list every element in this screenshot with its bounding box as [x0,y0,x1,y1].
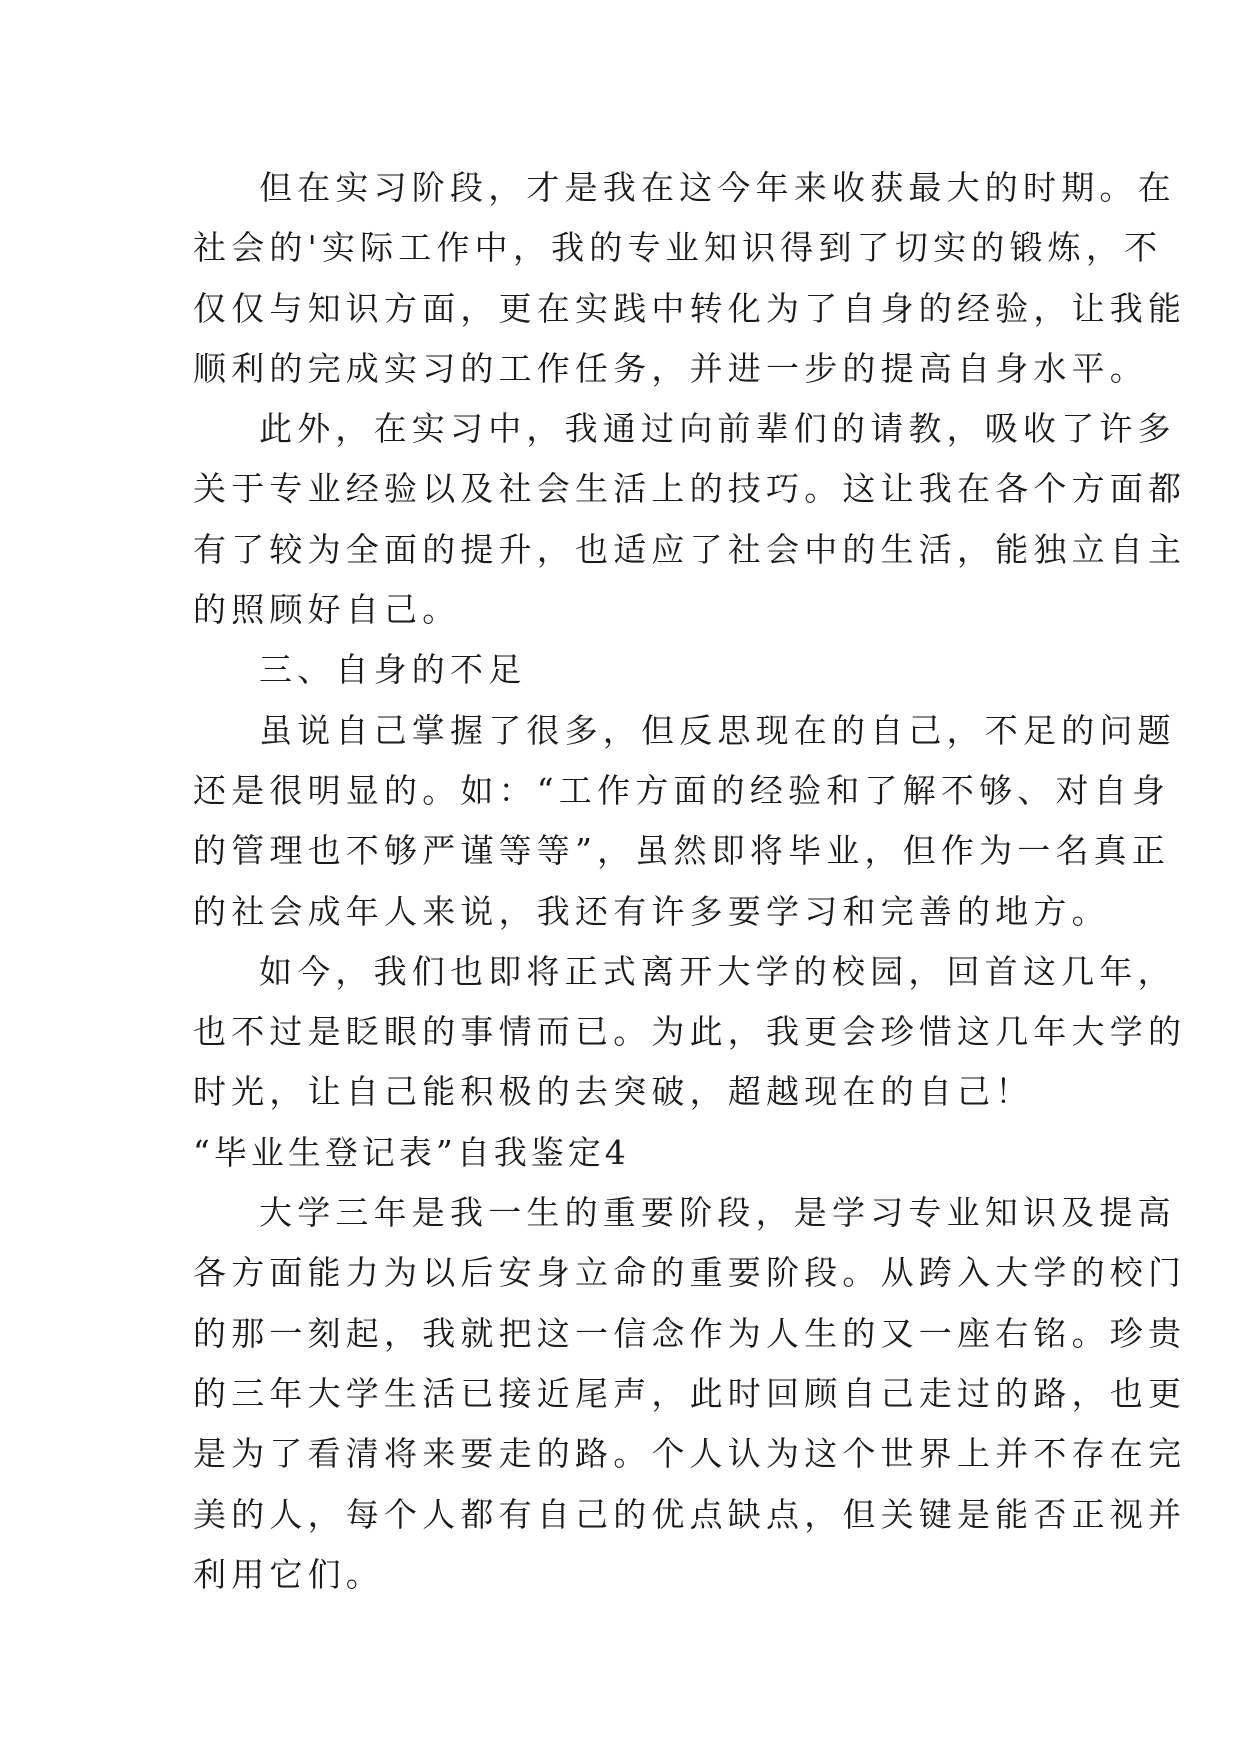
paragraph-line: 的那一刻起，我就把这一信念作为人生的又一座右铭。珍贵 [193,1313,1187,1353]
paragraph-line: 关于专业经验以及社会生活上的技巧。这让我在各个方面都 [193,469,1187,509]
paragraph-line: 虽说自己掌握了很多，但反思现在的自己，不足的问题 [259,710,1176,750]
document-body [193,158,1187,1605]
paragraph-line: 此外，在实习中，我通过向前辈们的请教，吸收了许多 [259,409,1176,449]
heading-text: “毕业生登记表”自我鉴定4 [193,1132,630,1172]
paragraph [193,399,1187,640]
paragraph-line: 如今，我们也即将正式离开大学的校园，回首这几年， [259,951,1176,991]
paragraph-line: 的照顾好自己。 [193,590,461,630]
paragraph [193,158,1187,399]
paragraph-line: 顺利的完成实习的工作任务，并进一步的提高自身水平。 [193,348,1148,388]
paragraph-line: 的三年大学生活已接近尾声，此时回顾自己走过的路，也更 [193,1373,1187,1413]
paragraph-line: 美的人，每个人都有自己的优点缺点，但关键是能否正视并 [193,1494,1187,1534]
paragraph-line: 但在实习阶段，才是我在这今年来收获最大的时期。在 [259,168,1176,207]
paragraph-line: 是为了看清将来要走的路。个人认为这个世界上并不存在完 [193,1434,1187,1474]
paragraph-line: 的管理也不够严谨等等”，虽然即将毕业，但作为一名真正 [193,831,1171,871]
paragraph-line: 的社会成年人来说，我还有许多要学习和完善的地方。 [193,891,1110,931]
paragraph-line: 大学三年是我一生的重要阶段，是学习专业知识及提高 [259,1193,1176,1233]
paragraph-line: 仅仅与知识方面，更在实践中转化为了自身的经验，让我能 [193,288,1187,328]
paragraph [193,1183,1187,1605]
paragraph-line: 社会的'实际工作中，我的专业知识得到了切实的锻炼，不 [193,228,1163,268]
paragraph-line: 三、自身的不足 [259,650,527,690]
paragraph-line: 利用它们。 [193,1554,384,1594]
section-heading [193,1123,1053,1183]
paragraph-line: 有了较为全面的提升，也适应了社会中的生活，能独立自主 [193,529,1187,569]
paragraph-line: 还是很明显的。如：“工作方面的经验和了解不够、对自身 [193,770,1171,810]
paragraph [193,640,1053,700]
paragraph-line: 也不过是眨眼的事情而已。为此，我更会珍惜这几年大学的 [193,1012,1187,1052]
paragraph [193,942,1187,1123]
paragraph [193,701,1176,942]
paragraph-line: 各方面能力为以后安身立命的重要阶段。从跨入大学的校门 [193,1253,1187,1293]
paragraph-line: 时光，让自己能积极的去突破，超越现在的自己！ [193,1072,1034,1112]
